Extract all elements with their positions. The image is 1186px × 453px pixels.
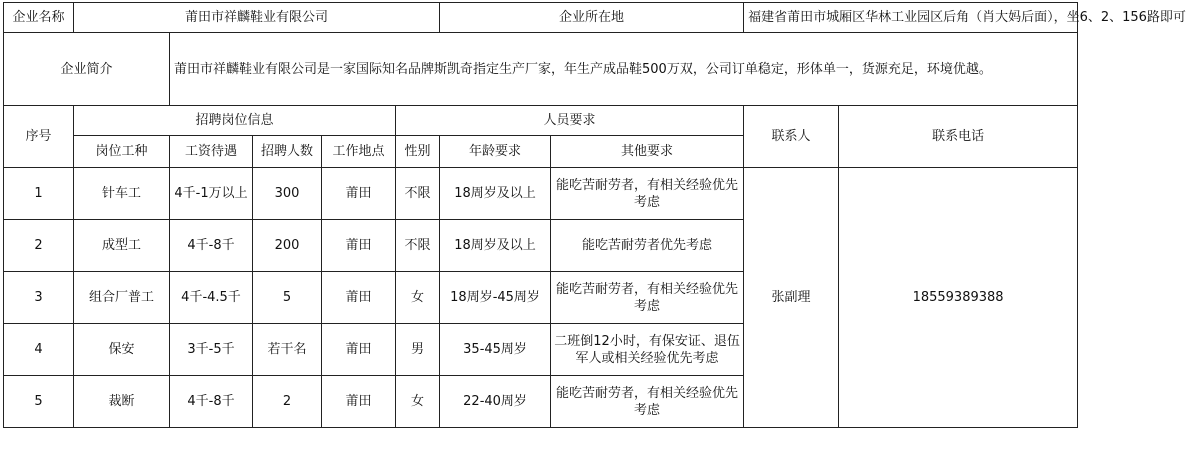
row-other: 能吃苦耐劳者优先考虑	[551, 220, 744, 272]
header-salary: 工资待遇	[170, 136, 253, 168]
row-count: 200	[253, 220, 322, 272]
row-gender: 女	[396, 272, 440, 324]
contact-person: 张副理	[744, 168, 839, 428]
company-intro-label: 企业简介	[4, 33, 170, 106]
company-name: 莆田市祥麟鞋业有限公司	[74, 3, 440, 33]
row-age: 18周岁-45周岁	[440, 272, 551, 324]
header-phone: 联系电话	[839, 106, 1078, 168]
header-gender: 性别	[396, 136, 440, 168]
row-age: 18周岁及以上	[440, 220, 551, 272]
row-job: 保安	[74, 324, 170, 376]
company-intro-row	[4, 33, 1078, 106]
header-row-1	[4, 106, 1078, 136]
row-count: 2	[253, 376, 322, 428]
table-row	[4, 168, 1078, 220]
row-place: 莆田	[322, 376, 396, 428]
row-seq: 4	[4, 324, 74, 376]
row-age: 35-45周岁	[440, 324, 551, 376]
company-location-label: 企业所在地	[440, 3, 744, 33]
row-gender: 男	[396, 324, 440, 376]
company-name-row	[4, 3, 1078, 33]
recruitment-table	[3, 2, 1186, 428]
row-seq: 1	[4, 168, 74, 220]
contact-phone: 18559389388	[839, 168, 1078, 428]
company-location: 福建省莆田市城厢区华林工业园区后角（肖大妈后面），坐6、2、156路即可	[744, 3, 1078, 33]
row-age: 18周岁及以上	[440, 168, 551, 220]
header-contact: 联系人	[744, 106, 839, 168]
header-job-type: 岗位工种	[74, 136, 170, 168]
header-other: 其他要求	[551, 136, 744, 168]
row-salary: 4千-8千	[170, 220, 253, 272]
header-count: 招聘人数	[253, 136, 322, 168]
header-requirements: 人员要求	[396, 106, 744, 136]
row-age: 22-40周岁	[440, 376, 551, 428]
row-salary: 4千-1万以上	[170, 168, 253, 220]
company-name-label: 企业名称	[4, 3, 74, 33]
row-salary: 4千-4.5千	[170, 272, 253, 324]
row-other: 能吃苦耐劳者，有相关经验优先考虑	[551, 168, 744, 220]
row-count: 5	[253, 272, 322, 324]
row-gender: 不限	[396, 168, 440, 220]
row-salary: 3千-5千	[170, 324, 253, 376]
header-workplace: 工作地点	[322, 136, 396, 168]
header-age: 年龄要求	[440, 136, 551, 168]
row-place: 莆田	[322, 168, 396, 220]
row-seq: 2	[4, 220, 74, 272]
row-other: 二班倒12小时，有保安证、退伍军人或相关经验优先考虑	[551, 324, 744, 376]
row-seq: 5	[4, 376, 74, 428]
company-intro: 莆田市祥麟鞋业有限公司是一家国际知名品牌斯凯奇指定生产厂家，年生产成品鞋500万双，公司订单稳定，形体单一，货源充足，环境优越。	[170, 33, 1078, 106]
row-place: 莆田	[322, 220, 396, 272]
row-gender: 不限	[396, 220, 440, 272]
row-place: 莆田	[322, 324, 396, 376]
row-job: 成型工	[74, 220, 170, 272]
row-salary: 4千-8千	[170, 376, 253, 428]
header-seq: 序号	[4, 106, 74, 168]
row-job: 裁断	[74, 376, 170, 428]
row-other: 能吃苦耐劳者，有相关经验优先考虑	[551, 376, 744, 428]
row-gender: 女	[396, 376, 440, 428]
row-count: 若干名	[253, 324, 322, 376]
row-place: 莆田	[322, 272, 396, 324]
row-job: 针车工	[74, 168, 170, 220]
row-seq: 3	[4, 272, 74, 324]
header-job-info: 招聘岗位信息	[74, 106, 396, 136]
row-count: 300	[253, 168, 322, 220]
row-job: 组合厂普工	[74, 272, 170, 324]
row-other: 能吃苦耐劳者，有相关经验优先考虑	[551, 272, 744, 324]
